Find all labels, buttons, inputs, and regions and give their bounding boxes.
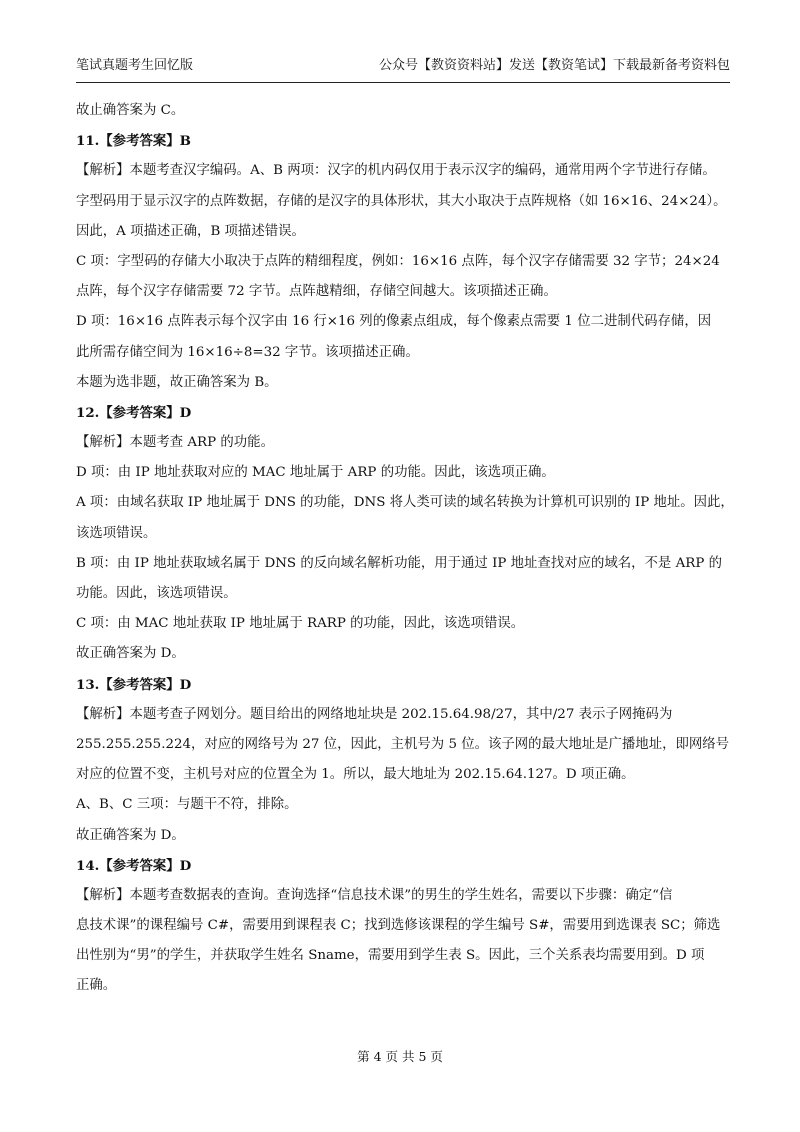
page-footer: 第 4 页 共 5 页 xyxy=(357,1049,443,1064)
paragraph-line: 故正确答案为 D。 xyxy=(76,646,185,662)
answer-heading: 11.【参考答案】B xyxy=(76,133,191,150)
paragraph-line: D 项：16×16 点阵表示每个汉字由 16 行×16 列的像素点组成，每个像素点需要 1 位二进制代码存储，因 xyxy=(76,314,712,330)
paragraph-line: 息技术课”的课程编号 C#，需要用到课程表 C；找到选修该课程的学生编号 S#，需要用到选课表 SC；筛选 xyxy=(76,918,721,934)
paragraph-line: 对应的位置不变，主机号对应的位置全为 1。所以，最大地址为 202.15.64.127。D 项正确。 xyxy=(76,767,635,783)
document-body xyxy=(76,96,734,1002)
answer-heading: 13.【参考答案】D xyxy=(76,676,192,693)
header-right-note: 公众号【教资资料站】发送【教资笔试】下载最新备考资料包 xyxy=(378,58,730,73)
answer-heading: 12.【参考答案】D xyxy=(76,404,192,421)
paragraph-line: 【解析】本题考查 ARP 的功能。 xyxy=(76,435,274,451)
paragraph-line: 此所需存储空间为 16×16÷8=32 字节。该项描述正确。 xyxy=(76,344,419,360)
paragraph-line: 【解析】本题考查汉字编码。A、B 两项：汉字的机内码仅用于表示汉字的编码，通常用两个字节进行存储。 xyxy=(76,163,716,179)
paragraph-line: 字型码用于显示汉字的点阵数据，存储的是汉字的具体形状，其大小取决于点阵规格（如 16×16、24×24）。 xyxy=(76,193,727,209)
paragraph-line: 正确。 xyxy=(76,978,117,994)
paragraph-line: C 项：字型码的存储大小取决于点阵的精细程度，例如：16×16 点阵，每个汉字存储需要 32 字节；24×24 xyxy=(76,253,720,269)
paragraph-line: B 项：由 IP 地址获取域名属于 DNS 的反向域名解析功能，用于通过 IP 地址查找对应的域名，不是 ARP 的 xyxy=(76,555,722,571)
paragraph-line: 故止确答案为 C。 xyxy=(76,103,185,118)
paragraph-line: 功能。因此，该选项错误。 xyxy=(76,586,237,601)
paragraph-line: 本题为选非题，故正确答案为 B。 xyxy=(76,374,278,390)
paragraph-line: 因此，A 项描述正确，B 项描述错误。 xyxy=(76,223,305,239)
paragraph-line: 该选项错误。 xyxy=(76,525,157,541)
answer-heading: 14.【参考答案】D xyxy=(76,857,192,874)
paragraph-line: 【解析】本题考查数据表的查询。查询选择“信息技术课”的男生的学生姓名，需要以下步骤：确定“信 xyxy=(76,887,673,903)
paragraph-line: A、B、C 三项：与题干不符，排除。 xyxy=(76,797,298,813)
paragraph-line: 点阵，每个汉字存储需要 72 字节。点阵越精细，存储空间越大。该项描述正确。 xyxy=(76,284,557,300)
paragraph-line: D 项：由 IP 地址获取对应的 MAC 地址属于 ARP 的功能。因此，该选项正确。 xyxy=(76,465,555,481)
paragraph-line: 故正确答案为 D。 xyxy=(76,827,185,843)
paragraph-line: C 项：由 MAC 地址获取 IP 地址属于 RARP 的功能，因此，该选项错误。 xyxy=(76,616,525,632)
header-left-title: 笔试真题考生回忆版 xyxy=(76,58,194,73)
paragraph-line: 出性别为“男”的学生，并获取学生姓名 Sname，需要用到学生表 S。因此，三个关系表均需要用到。D 项 xyxy=(76,948,705,964)
paragraph-line: 【解析】本题考查子网划分。题目给出的网络地址块是 202.15.64.98/27，其中/27 表示子网掩码为 xyxy=(76,706,673,722)
page-header xyxy=(76,52,730,83)
paragraph-line: A 项：由域名获取 IP 地址属于 DNS 的功能，DNS 将人类可读的域名转换为计算机可识别的 IP 地址。因此， xyxy=(76,495,734,511)
paragraph-line: 255.255.255.224，对应的网络号为 27 位，因此，主机号为 5 位。该子网的最大地址是广播地址，即网络号 xyxy=(76,736,730,752)
